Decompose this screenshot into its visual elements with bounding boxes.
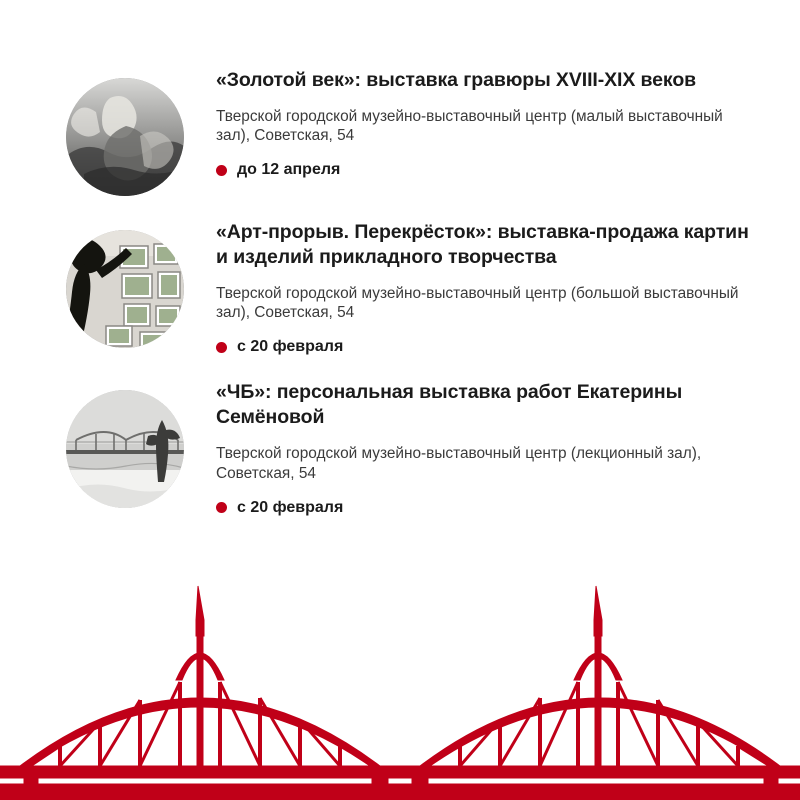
- event-date-label: до 12 апреля: [237, 161, 341, 179]
- event-place: Тверской городской музейно-выставочный центр (большой выставочный зал), Советская, 54: [216, 284, 739, 322]
- bridge-silhouette-icon: [0, 570, 800, 800]
- event-thumbnail-1: [66, 78, 184, 196]
- event-date: [216, 161, 760, 179]
- list-item: [0, 370, 800, 516]
- event-title: «Арт-прорыв. Перекрёсток»: выставка-продажа картин и изделий прикладного творчества: [216, 221, 749, 268]
- event-list: [0, 58, 800, 531]
- gallery-wall-paintings-icon: [66, 230, 184, 348]
- list-item: [0, 58, 800, 196]
- event-place: Тверской городской музейно-выставочный центр (лекционный зал), Советская, 54: [216, 445, 702, 482]
- event-date: [216, 338, 760, 356]
- event-title: «Золотой век»: выставка гравюры XVIII-XIX веков: [216, 69, 697, 91]
- bullet-icon: [216, 165, 227, 176]
- event-title: «ЧБ»: персональная выставка работ Екатерины Семёновой: [216, 381, 683, 429]
- event-body-3: [184, 370, 760, 516]
- event-date-label: с 20 февраля: [237, 498, 344, 516]
- bridge-winter-photo-icon: [66, 390, 184, 508]
- event-thumbnail-3: [66, 390, 184, 508]
- event-body-2: [184, 210, 760, 356]
- bullet-icon: [216, 502, 227, 513]
- event-date-label: с 20 февраля: [237, 338, 344, 356]
- engraving-angel-figures-icon: [66, 78, 184, 196]
- bullet-icon: [216, 342, 227, 353]
- event-body-1: [184, 58, 760, 179]
- event-date: [216, 499, 760, 517]
- event-place: Тверской городской музейно-выставочный центр (малый выставочный зал), Советская, 54: [216, 107, 723, 145]
- event-thumbnail-2: [66, 230, 184, 348]
- list-item: [0, 210, 800, 356]
